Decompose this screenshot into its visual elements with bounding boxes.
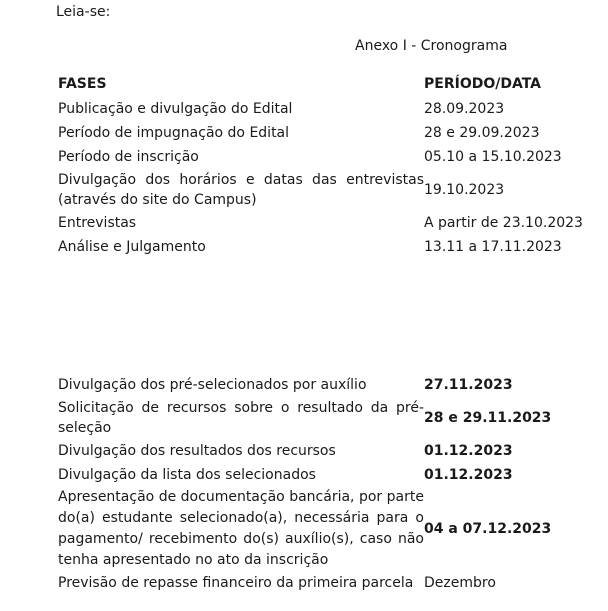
date-cell: 27.11.2023 <box>424 377 513 393</box>
phase-cell: Divulgação dos pré-selecionados por auxílio <box>58 377 367 393</box>
table-row <box>58 211 584 235</box>
table-row <box>58 463 584 487</box>
date-cell: 01.12.2023 <box>424 467 513 483</box>
phase-cell: Período de impugnação do Edital <box>58 125 290 141</box>
table-row <box>58 121 584 145</box>
date-cell: 28 e 29.09.2023 <box>424 125 540 141</box>
phase-cell: Análise e Julgamento <box>58 239 206 255</box>
date-cell: 04 a 07.12.2023 <box>424 520 552 537</box>
phase-cell: Publicação e divulgação do Edital <box>58 101 293 117</box>
table-row <box>58 145 584 169</box>
phase-cell: Apresentação de documentação bancária, por parte do(a) estudante selecionado(a), necessária para o pagamento/ recebimento do(s) auxílio(s), caso não tenha apresentado no ato da inscrição <box>58 489 424 568</box>
date-cell: 13.11 a 17.11.2023 <box>424 239 562 255</box>
phase-cell: Entrevistas <box>58 215 137 231</box>
phase-cell: Solicitação de recursos sobre o resultado da pré-seleção <box>58 400 424 436</box>
date-cell: 01.12.2023 <box>424 443 513 459</box>
annex-title: Anexo I - Cronograma <box>355 38 508 54</box>
table-header-row <box>58 71 584 97</box>
schedule-table-bottom <box>58 373 584 595</box>
date-cell: 19.10.2023 <box>424 182 505 198</box>
phase-cell: Divulgação dos resultados dos recursos <box>58 443 336 459</box>
phase-cell: Período de inscrição <box>58 149 199 165</box>
phase-cell: Previsão de repasse financeiro da primeira parcela <box>58 575 414 591</box>
date-cell: A partir de 23.10.2023 <box>424 215 583 231</box>
table-row <box>58 373 584 397</box>
phase-cell: Divulgação da lista dos selecionados <box>58 467 316 483</box>
date-cell: 05.10 a 15.10.2023 <box>424 149 562 165</box>
header-date: PERÍODO/DATA <box>424 76 542 92</box>
date-cell: 28.09.2023 <box>424 101 505 117</box>
table-row <box>58 169 584 211</box>
table-row <box>58 397 584 439</box>
table-row <box>58 97 584 121</box>
table-row <box>58 571 584 595</box>
header-phase: FASES <box>58 76 107 92</box>
date-cell: Dezembro <box>424 575 496 591</box>
table-row <box>58 235 584 259</box>
table-row <box>58 487 584 571</box>
schedule-table-top <box>58 71 584 259</box>
intro-text: Leia-se: <box>56 4 111 20</box>
table-row <box>58 439 584 463</box>
date-cell: 28 e 29.11.2023 <box>424 410 552 426</box>
phase-cell: Divulgação dos horários e datas das entrevistas (através do site do Campus) <box>58 172 424 208</box>
